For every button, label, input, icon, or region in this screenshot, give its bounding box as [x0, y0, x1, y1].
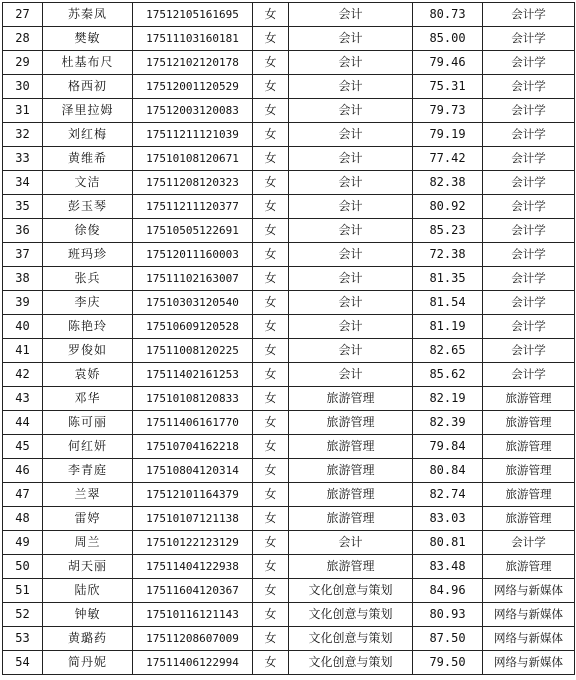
row-number-cell: 47: [3, 483, 43, 507]
score-cell: 80.92: [413, 195, 483, 219]
name-cell: 李青庭: [43, 459, 133, 483]
score-cell: 82.39: [413, 411, 483, 435]
gender-cell: 女: [253, 99, 289, 123]
row-number-cell: 33: [3, 147, 43, 171]
gender-cell: 女: [253, 75, 289, 99]
row-number-cell: 39: [3, 291, 43, 315]
name-cell: 樊敏: [43, 27, 133, 51]
major-cell: 会计学: [483, 3, 575, 27]
table-row: [3, 603, 575, 627]
name-cell: 简丹妮: [43, 651, 133, 675]
row-number-cell: 53: [3, 627, 43, 651]
name-cell: 泽里拉姆: [43, 99, 133, 123]
name-cell: 罗俊如: [43, 339, 133, 363]
major-cell: 旅游管理: [483, 435, 575, 459]
gender-cell: 女: [253, 51, 289, 75]
row-number-cell: 41: [3, 339, 43, 363]
score-cell: 84.96: [413, 579, 483, 603]
name-cell: 兰翠: [43, 483, 133, 507]
program-cell: 会计: [289, 531, 413, 555]
score-cell: 82.19: [413, 387, 483, 411]
row-number-cell: 30: [3, 75, 43, 99]
table-row: [3, 51, 575, 75]
name-cell: 黄维希: [43, 147, 133, 171]
score-cell: 83.03: [413, 507, 483, 531]
name-cell: 陈可丽: [43, 411, 133, 435]
name-cell: 何红妍: [43, 435, 133, 459]
score-cell: 81.19: [413, 315, 483, 339]
table-row: [3, 507, 575, 531]
name-cell: 陆欣: [43, 579, 133, 603]
table-row: [3, 627, 575, 651]
table-row: [3, 195, 575, 219]
gender-cell: 女: [253, 555, 289, 579]
name-cell: 杜基布尺: [43, 51, 133, 75]
gender-cell: 女: [253, 459, 289, 483]
program-cell: 会计: [289, 267, 413, 291]
admission-table: [2, 2, 575, 675]
program-cell: 会计: [289, 75, 413, 99]
major-cell: 网络与新媒体: [483, 651, 575, 675]
major-cell: 旅游管理: [483, 411, 575, 435]
score-cell: 80.73: [413, 3, 483, 27]
score-cell: 79.84: [413, 435, 483, 459]
program-cell: 旅游管理: [289, 555, 413, 579]
gender-cell: 女: [253, 387, 289, 411]
row-number-cell: 52: [3, 603, 43, 627]
score-cell: 85.00: [413, 27, 483, 51]
score-cell: 81.54: [413, 291, 483, 315]
gender-cell: 女: [253, 507, 289, 531]
gender-cell: 女: [253, 483, 289, 507]
row-number-cell: 35: [3, 195, 43, 219]
table-row: [3, 243, 575, 267]
major-cell: 会计学: [483, 51, 575, 75]
table-row: [3, 651, 575, 675]
program-cell: 会计: [289, 147, 413, 171]
name-cell: 刘红梅: [43, 123, 133, 147]
gender-cell: 女: [253, 171, 289, 195]
name-cell: 陈艳玲: [43, 315, 133, 339]
major-cell: 旅游管理: [483, 387, 575, 411]
row-number-cell: 45: [3, 435, 43, 459]
row-number-cell: 51: [3, 579, 43, 603]
candidate-id-cell: 17512102120178: [133, 51, 253, 75]
table-row: [3, 555, 575, 579]
major-cell: 会计学: [483, 243, 575, 267]
name-cell: 张兵: [43, 267, 133, 291]
gender-cell: 女: [253, 603, 289, 627]
gender-cell: 女: [253, 339, 289, 363]
table-row: [3, 99, 575, 123]
candidate-id-cell: 17510303120540: [133, 291, 253, 315]
score-cell: 85.23: [413, 219, 483, 243]
program-cell: 会计: [289, 339, 413, 363]
table-row: [3, 123, 575, 147]
gender-cell: 女: [253, 411, 289, 435]
row-number-cell: 37: [3, 243, 43, 267]
major-cell: 会计学: [483, 27, 575, 51]
program-cell: 旅游管理: [289, 411, 413, 435]
score-cell: 79.19: [413, 123, 483, 147]
table-body: [3, 3, 575, 675]
candidate-id-cell: 17511008120225: [133, 339, 253, 363]
gender-cell: 女: [253, 531, 289, 555]
table-row: [3, 339, 575, 363]
candidate-id-cell: 17512101164379: [133, 483, 253, 507]
program-cell: 会计: [289, 195, 413, 219]
row-number-cell: 43: [3, 387, 43, 411]
table-row: [3, 147, 575, 171]
gender-cell: 女: [253, 219, 289, 243]
row-number-cell: 40: [3, 315, 43, 339]
major-cell: 会计学: [483, 363, 575, 387]
score-cell: 79.50: [413, 651, 483, 675]
row-number-cell: 49: [3, 531, 43, 555]
row-number-cell: 46: [3, 459, 43, 483]
table-row: [3, 483, 575, 507]
candidate-id-cell: 17511211121039: [133, 123, 253, 147]
candidate-id-cell: 17511406161770: [133, 411, 253, 435]
program-cell: 会计: [289, 219, 413, 243]
candidate-id-cell: 17510704162218: [133, 435, 253, 459]
gender-cell: 女: [253, 651, 289, 675]
major-cell: 会计学: [483, 123, 575, 147]
candidate-id-cell: 17511103160181: [133, 27, 253, 51]
row-number-cell: 50: [3, 555, 43, 579]
row-number-cell: 31: [3, 99, 43, 123]
program-cell: 会计: [289, 291, 413, 315]
score-cell: 75.31: [413, 75, 483, 99]
program-cell: 会计: [289, 123, 413, 147]
major-cell: 会计学: [483, 531, 575, 555]
name-cell: 彭玉琴: [43, 195, 133, 219]
program-cell: 会计: [289, 99, 413, 123]
candidate-id-cell: 17510108120671: [133, 147, 253, 171]
major-cell: 会计学: [483, 315, 575, 339]
program-cell: 旅游管理: [289, 507, 413, 531]
major-cell: 网络与新媒体: [483, 603, 575, 627]
row-number-cell: 38: [3, 267, 43, 291]
score-cell: 85.62: [413, 363, 483, 387]
program-cell: 文化创意与策划: [289, 651, 413, 675]
row-number-cell: 48: [3, 507, 43, 531]
candidate-id-cell: 17511406122994: [133, 651, 253, 675]
candidate-id-cell: 17510122123129: [133, 531, 253, 555]
table-row: [3, 3, 575, 27]
program-cell: 会计: [289, 51, 413, 75]
gender-cell: 女: [253, 315, 289, 339]
name-cell: 钟敏: [43, 603, 133, 627]
candidate-id-cell: 17511402161253: [133, 363, 253, 387]
major-cell: 会计学: [483, 219, 575, 243]
name-cell: 袁娇: [43, 363, 133, 387]
row-number-cell: 42: [3, 363, 43, 387]
row-number-cell: 32: [3, 123, 43, 147]
candidate-id-cell: 17510804120314: [133, 459, 253, 483]
candidate-id-cell: 17512003120083: [133, 99, 253, 123]
program-cell: 会计: [289, 3, 413, 27]
row-number-cell: 36: [3, 219, 43, 243]
score-cell: 77.42: [413, 147, 483, 171]
score-cell: 82.65: [413, 339, 483, 363]
gender-cell: 女: [253, 27, 289, 51]
row-number-cell: 29: [3, 51, 43, 75]
program-cell: 会计: [289, 243, 413, 267]
name-cell: 邓华: [43, 387, 133, 411]
major-cell: 会计学: [483, 99, 575, 123]
program-cell: 旅游管理: [289, 435, 413, 459]
program-cell: 会计: [289, 363, 413, 387]
table-row: [3, 435, 575, 459]
program-cell: 旅游管理: [289, 459, 413, 483]
major-cell: 会计学: [483, 339, 575, 363]
name-cell: 黄璐药: [43, 627, 133, 651]
candidate-id-cell: 17511404122938: [133, 555, 253, 579]
major-cell: 旅游管理: [483, 507, 575, 531]
major-cell: 会计学: [483, 267, 575, 291]
score-cell: 79.73: [413, 99, 483, 123]
row-number-cell: 44: [3, 411, 43, 435]
gender-cell: 女: [253, 123, 289, 147]
gender-cell: 女: [253, 267, 289, 291]
table-row: [3, 387, 575, 411]
name-cell: 苏秦凤: [43, 3, 133, 27]
major-cell: 旅游管理: [483, 483, 575, 507]
table-row: [3, 315, 575, 339]
name-cell: 李庆: [43, 291, 133, 315]
program-cell: 旅游管理: [289, 387, 413, 411]
table-row: [3, 411, 575, 435]
score-cell: 82.74: [413, 483, 483, 507]
gender-cell: 女: [253, 147, 289, 171]
major-cell: 会计学: [483, 75, 575, 99]
candidate-id-cell: 17512011160003: [133, 243, 253, 267]
major-cell: 网络与新媒体: [483, 627, 575, 651]
gender-cell: 女: [253, 243, 289, 267]
major-cell: 旅游管理: [483, 459, 575, 483]
program-cell: 文化创意与策划: [289, 603, 413, 627]
name-cell: 文洁: [43, 171, 133, 195]
candidate-id-cell: 17511211120377: [133, 195, 253, 219]
candidate-id-cell: 17510108120833: [133, 387, 253, 411]
score-cell: 80.93: [413, 603, 483, 627]
major-cell: 会计学: [483, 147, 575, 171]
table-row: [3, 219, 575, 243]
program-cell: 会计: [289, 171, 413, 195]
score-cell: 87.50: [413, 627, 483, 651]
candidate-id-cell: 17510116121143: [133, 603, 253, 627]
name-cell: 胡天丽: [43, 555, 133, 579]
score-cell: 82.38: [413, 171, 483, 195]
row-number-cell: 54: [3, 651, 43, 675]
major-cell: 会计学: [483, 291, 575, 315]
candidate-id-cell: 17512001120529: [133, 75, 253, 99]
name-cell: 雷婷: [43, 507, 133, 531]
program-cell: 文化创意与策划: [289, 579, 413, 603]
table-row: [3, 363, 575, 387]
table-row: [3, 75, 575, 99]
candidate-id-cell: 17511604120367: [133, 579, 253, 603]
table-row: [3, 27, 575, 51]
name-cell: 格西初: [43, 75, 133, 99]
gender-cell: 女: [253, 363, 289, 387]
candidate-id-cell: 17511208120323: [133, 171, 253, 195]
gender-cell: 女: [253, 195, 289, 219]
table-row: [3, 531, 575, 555]
score-cell: 79.46: [413, 51, 483, 75]
gender-cell: 女: [253, 3, 289, 27]
gender-cell: 女: [253, 627, 289, 651]
candidate-id-cell: 17512105161695: [133, 3, 253, 27]
row-number-cell: 27: [3, 3, 43, 27]
major-cell: 网络与新媒体: [483, 579, 575, 603]
candidate-id-cell: 17510505122691: [133, 219, 253, 243]
major-cell: 会计学: [483, 171, 575, 195]
table-row: [3, 267, 575, 291]
score-cell: 81.35: [413, 267, 483, 291]
row-number-cell: 34: [3, 171, 43, 195]
candidate-id-cell: 17511102163007: [133, 267, 253, 291]
major-cell: 旅游管理: [483, 555, 575, 579]
score-cell: 83.48: [413, 555, 483, 579]
candidate-id-cell: 17510107121138: [133, 507, 253, 531]
table-row: [3, 171, 575, 195]
gender-cell: 女: [253, 579, 289, 603]
program-cell: 旅游管理: [289, 483, 413, 507]
gender-cell: 女: [253, 435, 289, 459]
name-cell: 徐俊: [43, 219, 133, 243]
program-cell: 文化创意与策划: [289, 627, 413, 651]
name-cell: 班玛珍: [43, 243, 133, 267]
table-row: [3, 579, 575, 603]
score-cell: 80.84: [413, 459, 483, 483]
table-row: [3, 459, 575, 483]
score-cell: 72.38: [413, 243, 483, 267]
name-cell: 周兰: [43, 531, 133, 555]
program-cell: 会计: [289, 315, 413, 339]
candidate-id-cell: 17511208607009: [133, 627, 253, 651]
program-cell: 会计: [289, 27, 413, 51]
major-cell: 会计学: [483, 195, 575, 219]
gender-cell: 女: [253, 291, 289, 315]
candidate-id-cell: 17510609120528: [133, 315, 253, 339]
table-row: [3, 291, 575, 315]
score-cell: 80.81: [413, 531, 483, 555]
row-number-cell: 28: [3, 27, 43, 51]
